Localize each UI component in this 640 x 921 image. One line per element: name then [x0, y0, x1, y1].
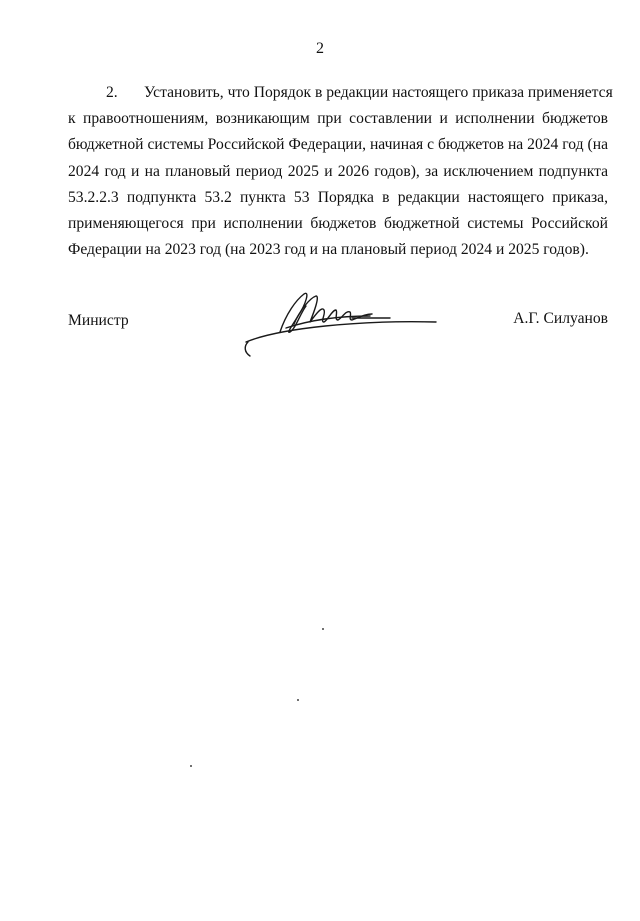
clause-line	[68, 80, 613, 106]
clause-line: к правоотношениям, возникающим при составлении и исполнении бюджетов	[68, 110, 608, 128]
signatory-position: Министр	[68, 312, 129, 329]
handwritten-signature	[240, 284, 440, 364]
clause-number: 2.	[106, 84, 118, 101]
scan-speck	[297, 699, 299, 701]
scan-speck	[190, 765, 192, 767]
clause-2	[68, 80, 613, 263]
signatory-name: А.Г. Силуанов	[513, 310, 608, 327]
signature-block	[68, 312, 608, 372]
clause-line: бюджетной системы Российской Федерации, начиная с бюджетов на 2024 год (на	[68, 136, 608, 154]
clause-line: 53.2.2.3 подпункта 53.2 пункта 53 Порядка в редакции настоящего приказа,	[68, 188, 608, 206]
page-number: 2	[316, 40, 324, 57]
scan-speck	[322, 628, 324, 630]
clause-line: Федерации на 2023 год (на 2023 год и на плановый период 2024 и 2025 годов).	[68, 241, 589, 259]
clause-line: применяющегося при исполнении бюджетов бюджетной системы Российской	[68, 215, 608, 233]
clause-line-text: Установить, что Порядок в редакции настоящего приказа применяется	[144, 84, 613, 101]
clause-line: 2024 год и на плановый период 2025 и 2026 годов), за исключением подпункта	[68, 162, 608, 180]
